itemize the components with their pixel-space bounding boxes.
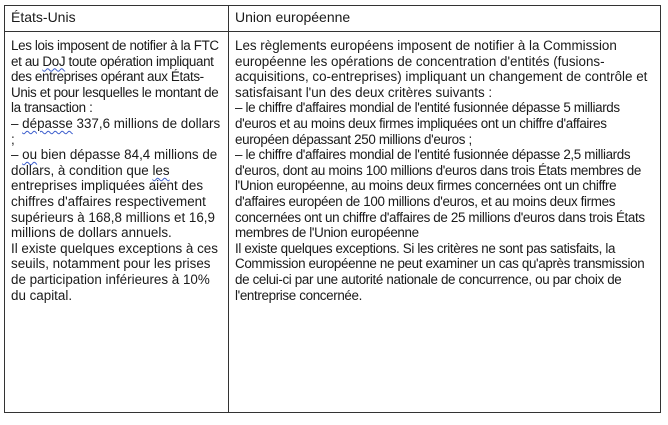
- us-criterion-1-dash: –: [11, 115, 23, 131]
- eu-criterion-2: – le chiffre d'affaires mondial de l'entité fusionnée dépasse 2,5 milliards d'euros, dont au moins 100 millions d'euros dans trois États membres de l'Union européenne, au moins deux firmes concernées ont un chiffre d'affaires européen de 100 millions d'euros, et au moins deux firmes concernées ont un chiffre d'affaires de 25 millions d'euros dans trois États membres de l'Union européenne: [235, 147, 645, 241]
- us-intro-part-a: Les lois imposent de notifier à la FTC et au: [11, 38, 219, 69]
- us-criterion-2-dash: –: [11, 147, 23, 163]
- us-intro: [11, 38, 223, 116]
- eu-exceptions: Il existe quelques exceptions. Si les critères ne sont pas satisfaits, la Commission européenne ne peut examiner un cas qu'après transmission de celui-ci par une autorité nationale de concurrence, ou par choix de l'entreprise concernée.: [235, 240, 645, 303]
- us-criterion-2-rest: bien dépasse 84,4 millions de dollars, à condition que: [11, 147, 218, 178]
- us-intro-part-b: toute opération impliquant des entreprises opérant aux États-Unis et pour lesquelles le montant de la transaction :: [11, 53, 219, 116]
- us-criterion-2-word: ou: [22, 147, 38, 163]
- header-united-states: États-Unis: [5, 6, 229, 32]
- eu-intro: Les règlements européens imposent de notifier à la Commission européenne les opérations de concentration d'entités (fusions-acquisitions, co-entreprises) impliquant un changement de contrôle et satisfaisant l'un des deux critères suivants :: [235, 38, 648, 100]
- european-union-cell: [229, 32, 661, 413]
- content-row: [5, 32, 661, 413]
- us-criterion-2-rest2: entreprises impliquées aient des chiffres d'affaires respectivement supérieurs à 168,8 millions et 16,9 millions de dollars annuels.: [11, 178, 215, 241]
- us-intro-doj: DoJ: [42, 53, 66, 69]
- header-european-union: Union européenne: [229, 6, 661, 32]
- us-criterion-1: [11, 116, 223, 147]
- comparison-table: [4, 5, 661, 413]
- us-criterion-2-word2: les: [152, 162, 170, 178]
- eu-criterion-1: – le chiffre d'affaires mondial de l'entité fusionnée dépasse 5 milliards d'euros et au moins deux firmes impliquées ont un chiffre d'affaires européen dépassant 250 millions d'euros ;: [235, 100, 620, 147]
- united-states-cell: [5, 32, 229, 413]
- us-criterion-1-word: dépasse: [22, 115, 73, 131]
- us-criterion-1-rest: 337,6 millions de dollars ;: [11, 115, 221, 147]
- us-exceptions: Il existe quelques exceptions à ces seuils, notamment pour les prises de participation inférieures à 10% du capital.: [11, 240, 218, 303]
- us-criterion-2: [11, 147, 223, 241]
- header-row: [5, 6, 661, 32]
